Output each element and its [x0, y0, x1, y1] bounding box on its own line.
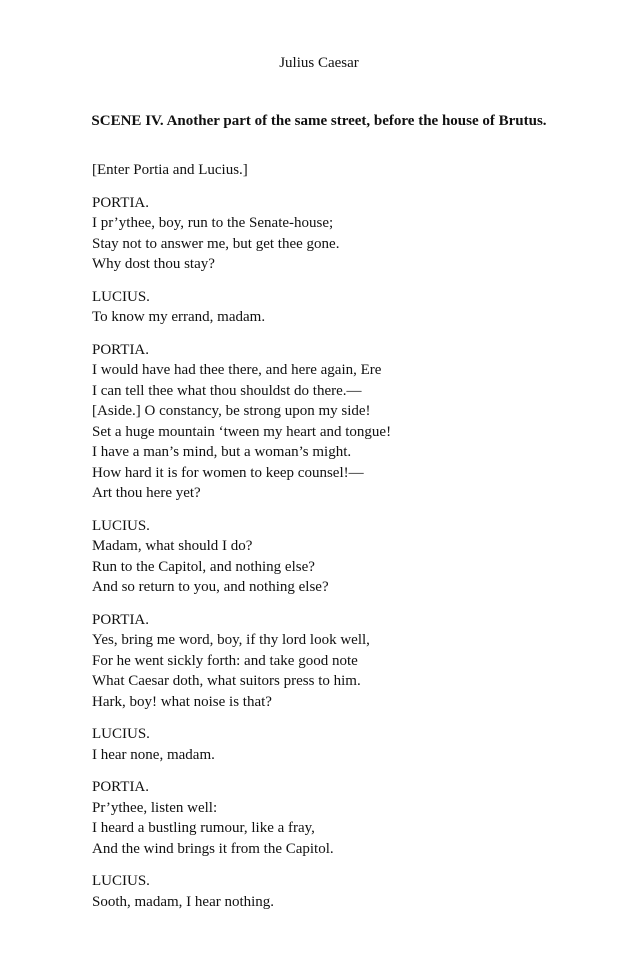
verse-line: [Aside.] O constancy, be strong upon my side! — [92, 403, 371, 419]
verse-line: Yes, bring me word, boy, if thy lord look well, — [92, 632, 370, 648]
speaker-name: LUCIUS. — [92, 517, 150, 534]
speech-block — [92, 777, 572, 859]
verse-line: And so return to you, and nothing else? — [92, 579, 329, 595]
scene-title: SCENE IV. Another part of the same street, before the house of Brutus. — [91, 113, 547, 129]
stage-direction: [Enter Portia and Lucius.] — [92, 162, 248, 178]
verse-line: I would have had thee there, and here again, Ere — [92, 362, 382, 378]
verse-line: I hear none, madam. — [92, 746, 215, 763]
verse-line: For he went sickly forth: and take good note — [92, 652, 358, 669]
verse-line: Run to the Capitol, and nothing else? — [92, 558, 315, 575]
verse-line: Pr’ythee, listen well: — [92, 799, 218, 816]
speaker-name: LUCIUS. — [92, 726, 150, 742]
verse-line: Sooth, madam, I hear nothing. — [92, 893, 275, 910]
verse-line: Madam, what should I do? — [92, 538, 253, 554]
speaker-name: LUCIUS. — [92, 288, 150, 305]
verse-line: I heard a bustling rumour, like a fray, — [92, 820, 315, 836]
verse-line: I can tell thee what thou shouldst do there.— — [92, 382, 362, 399]
verse-line: How hard it is for women to keep counsel!— — [92, 464, 364, 481]
speaker-name: LUCIUS. — [92, 873, 150, 889]
speaker-name: PORTIA. — [92, 341, 150, 358]
speech-block — [92, 193, 572, 275]
speech-block — [92, 516, 572, 598]
verse-line: Stay not to answer me, but get thee gone. — [92, 235, 340, 252]
verse-line: To know my errand, madam. — [92, 309, 266, 325]
speech-block — [92, 724, 572, 765]
speech-list — [92, 193, 572, 913]
speaker-name: PORTIA. — [92, 611, 150, 628]
speech-block — [92, 340, 572, 504]
speech-block — [92, 871, 572, 912]
verse-line: Art thou here yet? — [92, 485, 201, 501]
verse-line: What Caesar doth, what suitors press to him. — [92, 673, 361, 689]
verse-line: And the wind brings it from the Capitol. — [92, 840, 334, 857]
verse-line: I pr’ythee, boy, run to the Senate-house; — [92, 215, 334, 231]
running-header: Julius Caesar — [279, 55, 359, 71]
speech-block — [92, 287, 572, 328]
speaker-name: PORTIA. — [92, 779, 150, 795]
speaker-name: PORTIA. — [92, 194, 150, 211]
verse-line: Set a huge mountain ‘tween my heart and tongue! — [92, 423, 392, 440]
verse-line: Why dost thou stay? — [92, 256, 215, 272]
verse-line: Hark, boy! what noise is that? — [92, 693, 272, 710]
speech-block — [92, 610, 572, 713]
verse-line: I have a man’s mind, but a woman’s might. — [92, 444, 352, 460]
play-text — [92, 160, 572, 924]
